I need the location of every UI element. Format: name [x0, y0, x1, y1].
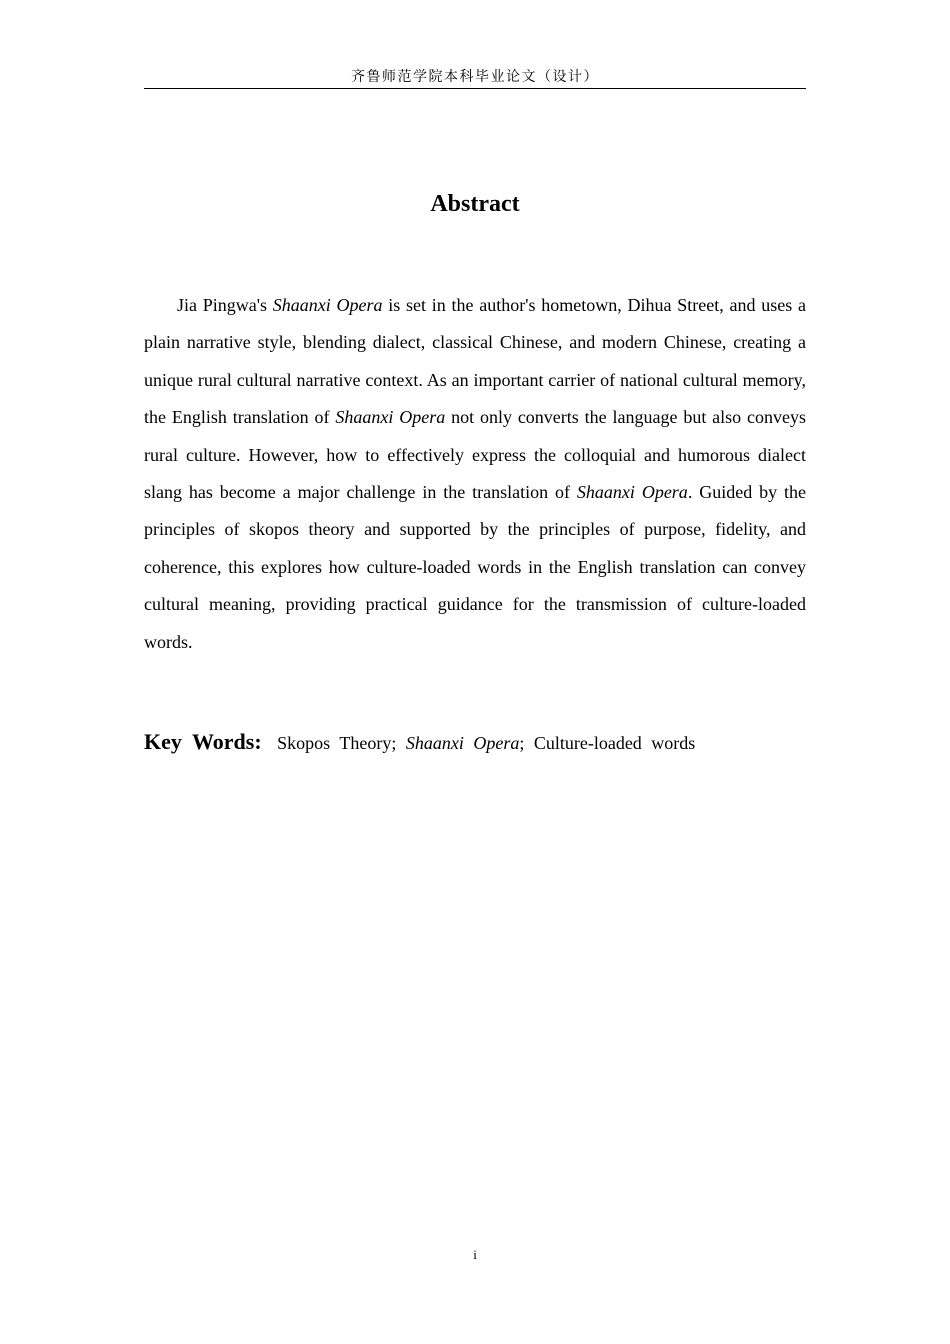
- abstract-text: not only converts the language but also conveys rural culture. However, how to effectively express the colloquial and humorous dialect slang has become a major challenge in the translation of: [144, 407, 807, 503]
- book-title: Shaanxi Opera: [272, 295, 383, 315]
- book-title: Shaanxi Opera: [576, 482, 688, 503]
- keywords-label: Key Words:: [144, 729, 262, 754]
- keywords-line: [144, 722, 806, 763]
- abstract-text: . Guided by the principles of skopos theory and supported by the principles of purpose, fidelity, and coherence, this explores how culture-loaded words in the English translation can convey cultural meaning, providing practical guidance for the transmission of culture-loaded words.: [144, 482, 807, 652]
- page-number: i: [473, 1247, 477, 1262]
- keyword-separator: ;: [519, 733, 525, 753]
- keyword-item: Culture-loaded words: [533, 733, 696, 753]
- abstract-text: Jia Pingwa's: [177, 295, 273, 315]
- keyword-item: Skopos Theory: [277, 733, 392, 753]
- abstract-text: is set in the author's hometown, Dihua Street, and uses a plain narrative style, blending dialect, classical Chinese, and modern Chinese, creating a unique rural cultural narrative context. As an important carrier of national cultural memory, the English translation of: [144, 295, 807, 428]
- keyword-item: Shaanxi Opera: [405, 733, 520, 753]
- running-header: 齐鲁师范学院本科毕业论文（设计）: [144, 62, 806, 89]
- book-title: Shaanxi Opera: [335, 407, 446, 428]
- keyword-separator: ;: [391, 733, 397, 753]
- abstract-paragraph: [144, 287, 806, 661]
- abstract-title: Abstract: [430, 191, 520, 217]
